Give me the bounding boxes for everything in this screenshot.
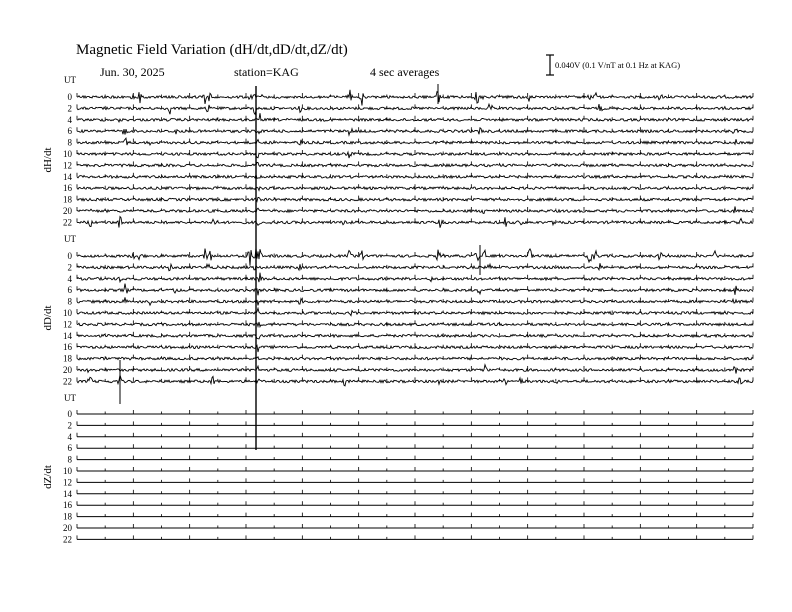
hour-label: 8 [67, 296, 72, 307]
hour-label: 4 [67, 431, 72, 442]
hour-label: 2 [67, 262, 72, 273]
scale-bar [546, 55, 554, 75]
hour-label: 20 [63, 365, 72, 375]
chart-title: Magnetic Field Variation (dH/dt,dD/dt,dZ/dt) [76, 42, 348, 58]
panel-1-traces [63, 90, 753, 228]
hour-label: 22 [63, 217, 72, 228]
hour-label: 8 [67, 454, 72, 465]
ut-label-dz: UT [64, 393, 76, 403]
hour-label: 2 [67, 420, 72, 431]
station-label: station=KAG [234, 65, 299, 79]
hour-label: 16 [63, 342, 72, 353]
hour-label: 14 [63, 330, 72, 341]
panel-3-traces [63, 409, 753, 544]
hour-label: 22 [63, 534, 72, 545]
averaging-label: 4 sec averages [370, 65, 440, 79]
hour-label: 22 [63, 376, 72, 387]
hour-label: 8 [67, 137, 72, 148]
hour-label: 20 [63, 523, 72, 533]
panel-label-dd: dD/dt [42, 305, 54, 331]
trace-line [77, 90, 753, 106]
ut-label-dh: UT [64, 75, 76, 85]
hour-label: 10 [63, 149, 72, 159]
hour-label: 12 [63, 477, 72, 488]
hour-label: 6 [67, 443, 72, 454]
panel-label-dz: dZ/dt [42, 465, 54, 489]
hour-label: 10 [63, 466, 72, 476]
hour-label: 2 [67, 103, 72, 114]
hour-label: 12 [63, 160, 72, 171]
hour-label: 14 [63, 488, 72, 499]
hour-label: 18 [63, 511, 72, 522]
hour-label: 4 [67, 114, 72, 125]
hour-label: 18 [63, 194, 72, 205]
hour-label: 20 [63, 206, 72, 216]
hour-label: 14 [63, 171, 72, 182]
hour-label: 18 [63, 353, 72, 364]
hour-label: 16 [63, 183, 72, 194]
hour-label: 6 [67, 285, 72, 296]
hour-label: 4 [67, 273, 72, 284]
hour-label: 0 [67, 251, 72, 261]
scale-label: 0.040V (0.1 V/nT at 0.1 Hz at KAG) [555, 60, 681, 70]
hour-label: 6 [67, 126, 72, 137]
hour-label: 10 [63, 308, 72, 318]
panel-2-traces [63, 248, 753, 387]
panel-label-dh: dH/dt [42, 147, 54, 173]
hour-label: 16 [63, 500, 72, 511]
date-label: Jun. 30, 2025 [100, 65, 165, 79]
trace-line [77, 248, 753, 266]
hour-label: 0 [67, 92, 72, 102]
hour-label: 12 [63, 319, 72, 330]
hour-label: 0 [67, 409, 72, 419]
ut-label-dd: UT [64, 234, 76, 244]
